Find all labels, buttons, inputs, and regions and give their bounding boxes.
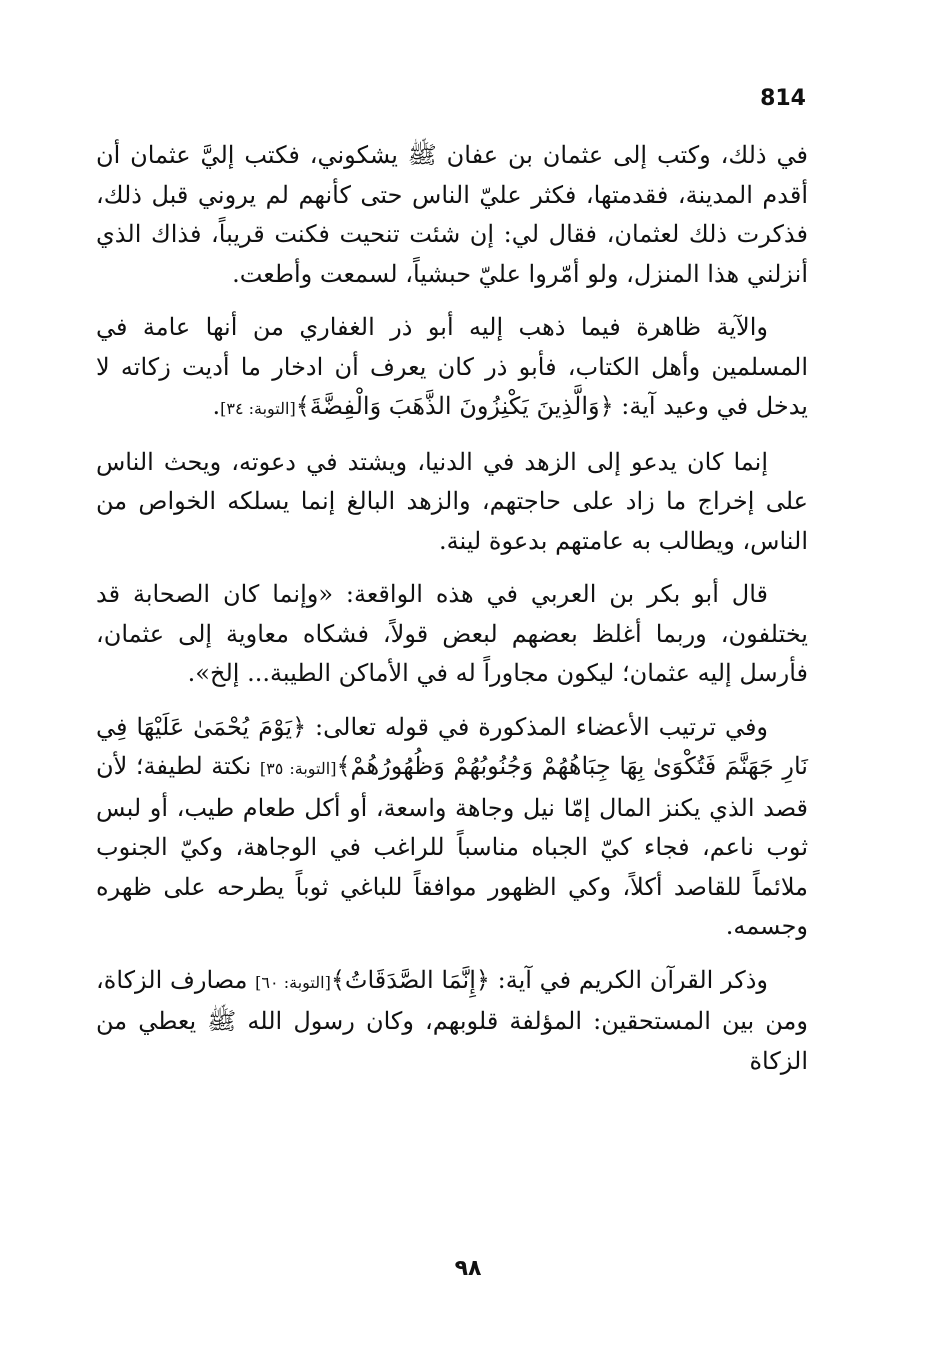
paragraph-4: قال أبو بكر بن العربي في هذه الواقعة: «وإنما كان الصحابة قد يختلفون، وربما أغلظ بعضهم لبعض قولاً، فشكاه معاوية إلى عثمان، فأرسل إليه عثمان؛ ليكون مجاوراً له في الأماكن الطيبة... إلخ». bbox=[96, 580, 808, 687]
quran-verse: ﴿يَوْمَ يُحْمَىٰ عَلَيْهَا فِي نَارِ جَهَنَّمَ فَتُكْوَىٰ بِهَا جِبَاهُهُمْ وَجُنُوبُهُمْ وَظُهُورُهُمْ﴾ bbox=[96, 712, 808, 780]
paragraph-2 bbox=[96, 308, 808, 429]
paragraph-text: وذكر القرآن الكريم في آية: bbox=[489, 965, 768, 994]
paragraph-text: نكتة لطيفة؛ لأن قصد الذي يكنز المال إمّا نيل وجاهة واسعة، أو أكل طعام طيب، أو لبس ثوب ناعم، فجاء كيّ الجباه مناسباً للراغب في الوجاهة، وكيّ الجنوب ملائماً للقاصد أكلاً، وكي الظهور موافقاً للباغي ثوباً يطرحه على ظهره وجسمه. bbox=[96, 752, 809, 940]
paragraph-text: والآية ظاهرة فيما ذهب إليه أبو ذر الغفاري من أنها عامة في المسلمين وأهل الكتاب، فأبو ذر كان يعرف أن ادخار ما أديت زكاته لا يدخل في وعيد آية: bbox=[96, 313, 808, 420]
body-text bbox=[96, 136, 808, 1095]
paragraph-3: إنما كان يدعو إلى الزهد في الدنيا، ويشتد في دعوته، ويحث الناس على إخراج ما زاد على حاجتهم، والزهد البالغ إنما يسلكه الخواص من الناس، ويطالب به عامتهم بدعوة لينة. bbox=[96, 447, 808, 555]
paragraph-6 bbox=[96, 961, 808, 1082]
paragraph-text: مصارف الزكاة، ومن بين المستحقين: المؤلفة قلوبهم، وكان رسول الله ﷺ يعطي من الزكاة bbox=[96, 965, 808, 1075]
verse-reference: [التوبة: ٣٥] bbox=[259, 759, 337, 778]
verse-reference: [التوبة: ٦٠] bbox=[255, 972, 331, 992]
paragraph-text: وفي ترتيب الأعضاء المذكورة في قوله تعالى: bbox=[306, 712, 769, 741]
verse-reference: [التوبة: ٣٤] bbox=[220, 399, 296, 418]
quran-verse: ﴿إِنَّمَا الصَّدَقَاتُ﴾ bbox=[330, 965, 490, 994]
page-number-top: 814 bbox=[760, 86, 806, 111]
paragraph-1: في ذلك، وكتب إلى عثمان بن عفان ﷺ يشكوني، فكتب إليَّ عثمان أن أقدم المدينة، فقدمتها، فكثر عليّ الناس حتى كأنهم لم يروني قبل ذلك، فذكرت ذلك لعثمان، فقال لي: إن شئت تنحيت فكنت قريباً، فذاك الذي أنزلني هذا المنزل، ولو أمّروا عليّ حبشياً، لسمعت وأطعت. bbox=[96, 141, 808, 288]
page-number-bottom: ٩٨ bbox=[454, 1256, 482, 1281]
quran-verse: ﴿وَالَّذِينَ يَكْنِزُونَ الذَّهَبَ وَالْفِضَّةَ﴾ bbox=[295, 392, 614, 420]
paragraph-5 bbox=[96, 708, 808, 947]
paragraph-text: . bbox=[212, 392, 221, 420]
